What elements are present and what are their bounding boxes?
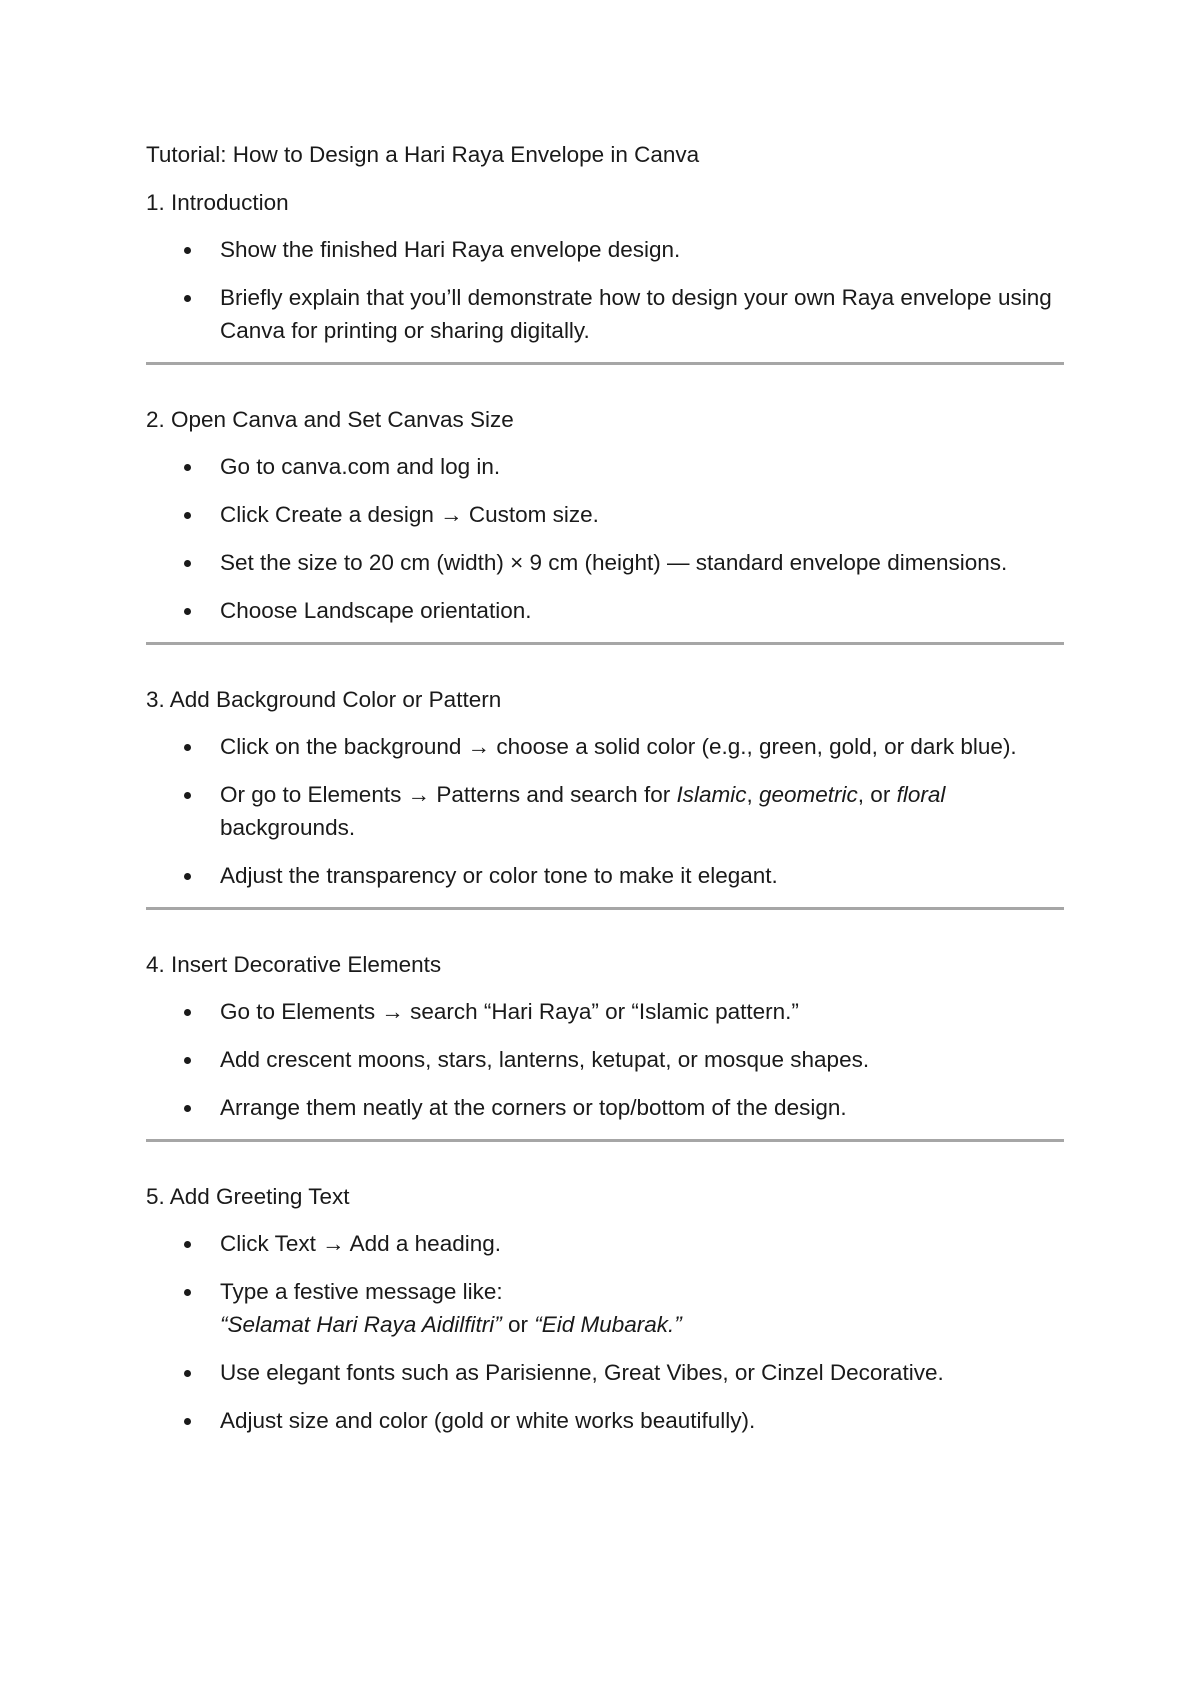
- document-page: [146, 138, 1064, 1452]
- bullet-icon: [184, 792, 191, 799]
- list-item-text: Use elegant fonts such as Parisienne, Great Vibes, or Cinzel Decorative.: [220, 1360, 944, 1385]
- section-greeting-text: [146, 1180, 1064, 1437]
- list-item-line: Type a festive message like:: [220, 1279, 503, 1304]
- bullet-icon: [184, 247, 191, 254]
- bullet-icon: [184, 1105, 191, 1112]
- list-item-line: “Selamat Hari Raya Aidilfitri” or “Eid Mubarak.”: [220, 1312, 682, 1337]
- list-item: [146, 1356, 1064, 1389]
- document-title: Tutorial: How to Design a Hari Raya Envelope in Canva: [146, 142, 700, 167]
- section-heading: 3. Add Background Color or Pattern: [146, 687, 502, 712]
- bullet-icon: [184, 744, 191, 751]
- list-item: [146, 995, 1064, 1028]
- list-item-text: Briefly explain that you’ll demonstrate how to design your own Raya envelope using Canva for printing or sharing digitally.: [220, 285, 1052, 343]
- emphasis-text: floral: [896, 782, 946, 807]
- list-item: [146, 233, 1064, 266]
- list-item: [146, 1275, 1064, 1341]
- bullet-icon: [184, 1009, 191, 1016]
- bullet-list: [146, 1227, 1064, 1437]
- list-item: [146, 859, 1064, 892]
- section-decorative-elements: [146, 948, 1064, 1124]
- section-heading: 2. Open Canva and Set Canvas Size: [146, 407, 514, 432]
- list-item-text: Click on the background → choose a solid color (e.g., green, gold, or dark blue).: [220, 734, 1017, 759]
- bullet-icon: [184, 1370, 191, 1377]
- section-background: [146, 683, 1064, 892]
- list-item-text: Set the size to 20 cm (width) × 9 cm (height) — standard envelope dimensions.: [220, 550, 1008, 575]
- bullet-icon: [184, 873, 191, 880]
- list-item: [146, 498, 1064, 531]
- emphasis-text: geometric: [759, 782, 858, 807]
- bullet-icon: [184, 1057, 191, 1064]
- list-item: [146, 1043, 1064, 1076]
- section-heading: 5. Add Greeting Text: [146, 1184, 350, 1209]
- list-item: [146, 546, 1064, 579]
- bullet-list: [146, 730, 1064, 892]
- list-item: [146, 281, 1064, 347]
- list-item: [146, 1404, 1064, 1437]
- list-item: [146, 1227, 1064, 1260]
- bullet-list: [146, 450, 1064, 627]
- list-item-text: Add crescent moons, stars, lanterns, ketupat, or mosque shapes.: [220, 1047, 870, 1072]
- section-divider: [146, 1139, 1064, 1142]
- bullet-list: [146, 995, 1064, 1124]
- bullet-icon: [184, 608, 191, 615]
- section-divider: [146, 642, 1064, 645]
- list-item: [146, 594, 1064, 627]
- section-heading: 1. Introduction: [146, 190, 289, 215]
- list-item-text: Click Create a design → Custom size.: [220, 502, 599, 527]
- bullet-icon: [184, 295, 191, 302]
- bullet-icon: [184, 512, 191, 519]
- list-item-text: Choose Landscape orientation.: [220, 598, 532, 623]
- list-item: [146, 1091, 1064, 1124]
- list-item: [146, 730, 1064, 763]
- section-heading: 4. Insert Decorative Elements: [146, 952, 442, 977]
- list-item-text: Go to Elements → search “Hari Raya” or “Islamic pattern.”: [220, 999, 799, 1024]
- list-item-text: Or go to Elements → Patterns and search for Islamic, geometric, or floral backgrounds.: [220, 782, 946, 840]
- list-item-text: Show the finished Hari Raya envelope design.: [220, 237, 681, 262]
- emphasis-text: “Selamat Hari Raya Aidilfitri”: [220, 1312, 502, 1337]
- list-item-text: Adjust size and color (gold or white works beautifully).: [220, 1408, 756, 1433]
- bullet-icon: [184, 464, 191, 471]
- list-item-text: [220, 1275, 1064, 1341]
- emphasis-text: “Eid Mubarak.”: [534, 1312, 682, 1337]
- bullet-icon: [184, 1289, 191, 1296]
- section-divider: [146, 362, 1064, 365]
- section-introduction: [146, 186, 1064, 347]
- list-item-text: Arrange them neatly at the corners or top/bottom of the design.: [220, 1095, 847, 1120]
- list-item-text: Go to canva.com and log in.: [220, 454, 501, 479]
- section-canvas-size: [146, 403, 1064, 627]
- section-divider: [146, 907, 1064, 910]
- bullet-icon: [184, 1418, 191, 1425]
- list-item: [146, 778, 1064, 844]
- bullet-icon: [184, 1241, 191, 1248]
- list-item-text: Adjust the transparency or color tone to make it elegant.: [220, 863, 778, 888]
- list-item-text: Click Text → Add a heading.: [220, 1231, 501, 1256]
- bullet-icon: [184, 560, 191, 567]
- bullet-list: [146, 233, 1064, 347]
- list-item: [146, 450, 1064, 483]
- emphasis-text: Islamic: [676, 782, 747, 807]
